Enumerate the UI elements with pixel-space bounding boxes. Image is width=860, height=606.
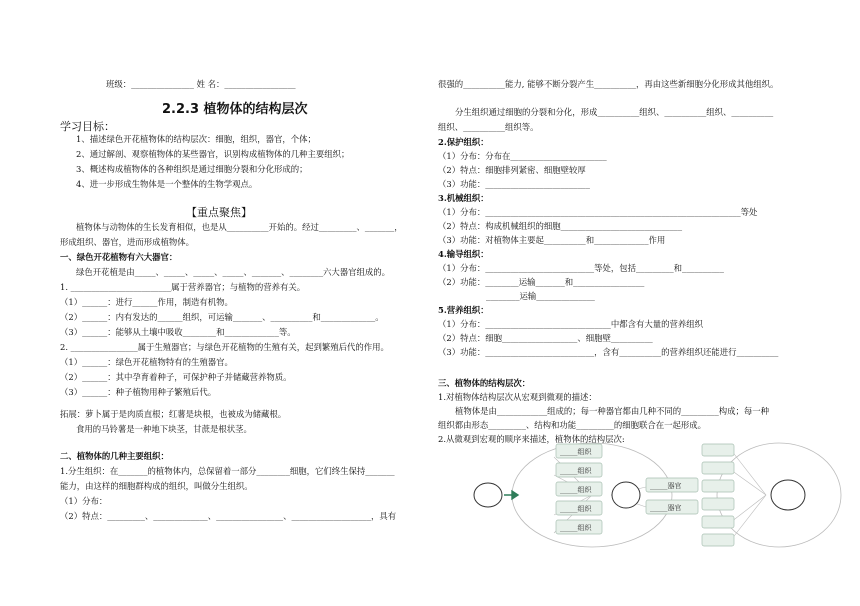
- text-line: 2.从微观到宏观的顺序来描述，植物体的结构层次:: [438, 434, 625, 444]
- section-heading: 2.保护组织：: [438, 137, 489, 147]
- intro-line: 植物体与动物体的生长发育相似，也是从__________开始的。经过_________、_______，: [76, 222, 403, 232]
- tissue-label: _____组织: [560, 524, 592, 532]
- text-line: （1）分布：______________________________中都含有大量的营养组织: [438, 319, 703, 329]
- goal-item: 3、概述构成植物体的各种组织是通过细胞分裂和分化形成的；: [76, 164, 308, 174]
- focus-heading: 【重点聚焦】: [186, 206, 252, 219]
- section-heading: 3.机械组织：: [438, 193, 489, 203]
- arrow-icon: [504, 491, 518, 499]
- text-line: （2）______：内有发达的______组织，可运输_______、__________和_____________。: [60, 312, 384, 322]
- text-line: 1.对植物体结构层次从宏观到微观的描述：: [438, 392, 597, 402]
- text-line: （1）分布：_____________________________________________________________等处: [438, 207, 758, 217]
- text-line: （3）功能：_________________________: [438, 179, 590, 189]
- section-heading: 5.营养组织：: [438, 305, 489, 315]
- text-line: ________运输______________: [486, 291, 595, 301]
- text-line: （3）功能：__________________________，含有__________的营养组织还能进行__________: [438, 347, 779, 357]
- text-line: （3）______：种子植物用种子繁殖后代。: [60, 387, 217, 397]
- text-line: （2）特点：细胞__________________、细胞壁__________: [438, 333, 653, 343]
- text-line: （2）特点：构成机械组织的细胞_____________________________: [438, 221, 683, 231]
- section-heading: 三、植物体的结构层次：: [438, 378, 531, 388]
- text-line: （1）______：进行______作用，制造有机物。: [60, 297, 233, 307]
- section-heading: 4.输导组织：: [438, 249, 489, 259]
- text-line: （1）分布：: [60, 496, 108, 506]
- text-line: 能力，由这样的细胞群构成的组织，叫做分生组织。: [60, 481, 253, 491]
- tissue-label: _____组织: [560, 467, 592, 475]
- tissue-label: _____组织: [560, 486, 592, 494]
- text-line: （1）分布：分布在_______________________: [438, 151, 607, 161]
- goal-item: 4、进一步形成生物体是一个整体的生物学观点。: [76, 179, 258, 189]
- text-line: （3）______：能够从土壤中吸收________和_____________等。: [60, 327, 296, 337]
- tissue-label: _____组织: [560, 448, 592, 456]
- text-line: （2）功能：________运输_______和_________________: [438, 277, 645, 287]
- tissue-label: _____组织: [560, 505, 592, 513]
- page-title: 2.2.3 植物体的结构层次: [162, 102, 308, 117]
- cell-circle: [474, 483, 502, 507]
- text-line: （1）分布：__________________________等处，包括_________和__________: [438, 263, 724, 273]
- text-line: 1.分生组织：在_______的植物体内，总保留着一部分________细胞，它们终生保持_______: [60, 466, 395, 476]
- text-line: （2）特点：_________、_____________、________________、___________________，具有: [60, 511, 397, 521]
- text-line: 绿色开花植是由_____、_____、_____、_____、_______、________六大器官组成的。: [76, 267, 391, 277]
- plant-body-circle: [771, 480, 805, 510]
- text-line: 植物体是由____________组成的；每一种器官都由几种不同的_________构成；每一种: [455, 406, 770, 416]
- extension-line: 拓展：萝卜属于是肉质直根；红薯是块根，也被成为储藏根。: [60, 409, 287, 419]
- structure-level-diagram: [466, 440, 846, 550]
- text-line: （2）______：其中孕育着种子，可保护种子并储藏营养物质。: [60, 372, 292, 382]
- organ-group-boxes: [702, 444, 734, 546]
- text-line: （1）______：绿色开花植物特有的生殖器官。: [60, 357, 233, 367]
- organ-spokes: [731, 450, 766, 540]
- text-line: 分生组织通过细胞的分裂和分化，形成__________组织、__________组织、__________: [455, 107, 774, 117]
- goals-heading: 学习目标：: [60, 120, 115, 133]
- text-line: （3）功能：对植物体主要起__________和_____________作用: [438, 235, 666, 245]
- text-line: 很强的__________能力, 能够不断分裂产生__________，再由这些新细胞分化形成其他组织。: [438, 79, 779, 89]
- text-line: 2. ________________属于生殖器官；与绿色开花植物的生殖有关，起到繁殖后代的作用。: [60, 342, 389, 352]
- organ-label: _____器官: [650, 504, 682, 512]
- goal-item: 1、描述绿色开花植物体的结构层次：细胞，组织，器官，个体；: [76, 134, 316, 144]
- section-heading: 一、绿色开花植物有六大器官：: [60, 252, 178, 262]
- goal-item: 2、通过解剖、观察植物体的某些器官，识别构成植物体的几种主要组织；: [76, 149, 350, 159]
- text-line: （2）特点：细胞排列紧密、细胞壁较厚: [438, 165, 586, 175]
- text-line: 1. ________________________属于营养器官；与植物的营养有关。: [60, 282, 306, 292]
- section-heading: 二、植物体的几种主要组织：: [60, 451, 169, 461]
- class-name-line: 班级：_______________ 姓 名：_________________: [106, 79, 296, 89]
- organ-label: _____器官: [650, 482, 682, 490]
- text-line: 组织、__________组织等。: [438, 122, 539, 132]
- intro-line: 形成组织、器官，进而形成植物体。: [60, 237, 194, 247]
- extension-line: 食用的马铃薯是一种地下块茎，甘蔗是根状茎。: [76, 424, 252, 434]
- tissue-circle: [612, 482, 640, 508]
- text-line: 组织都由形态_________、结构和功能_________的细胞联合在一起形成。: [438, 420, 706, 430]
